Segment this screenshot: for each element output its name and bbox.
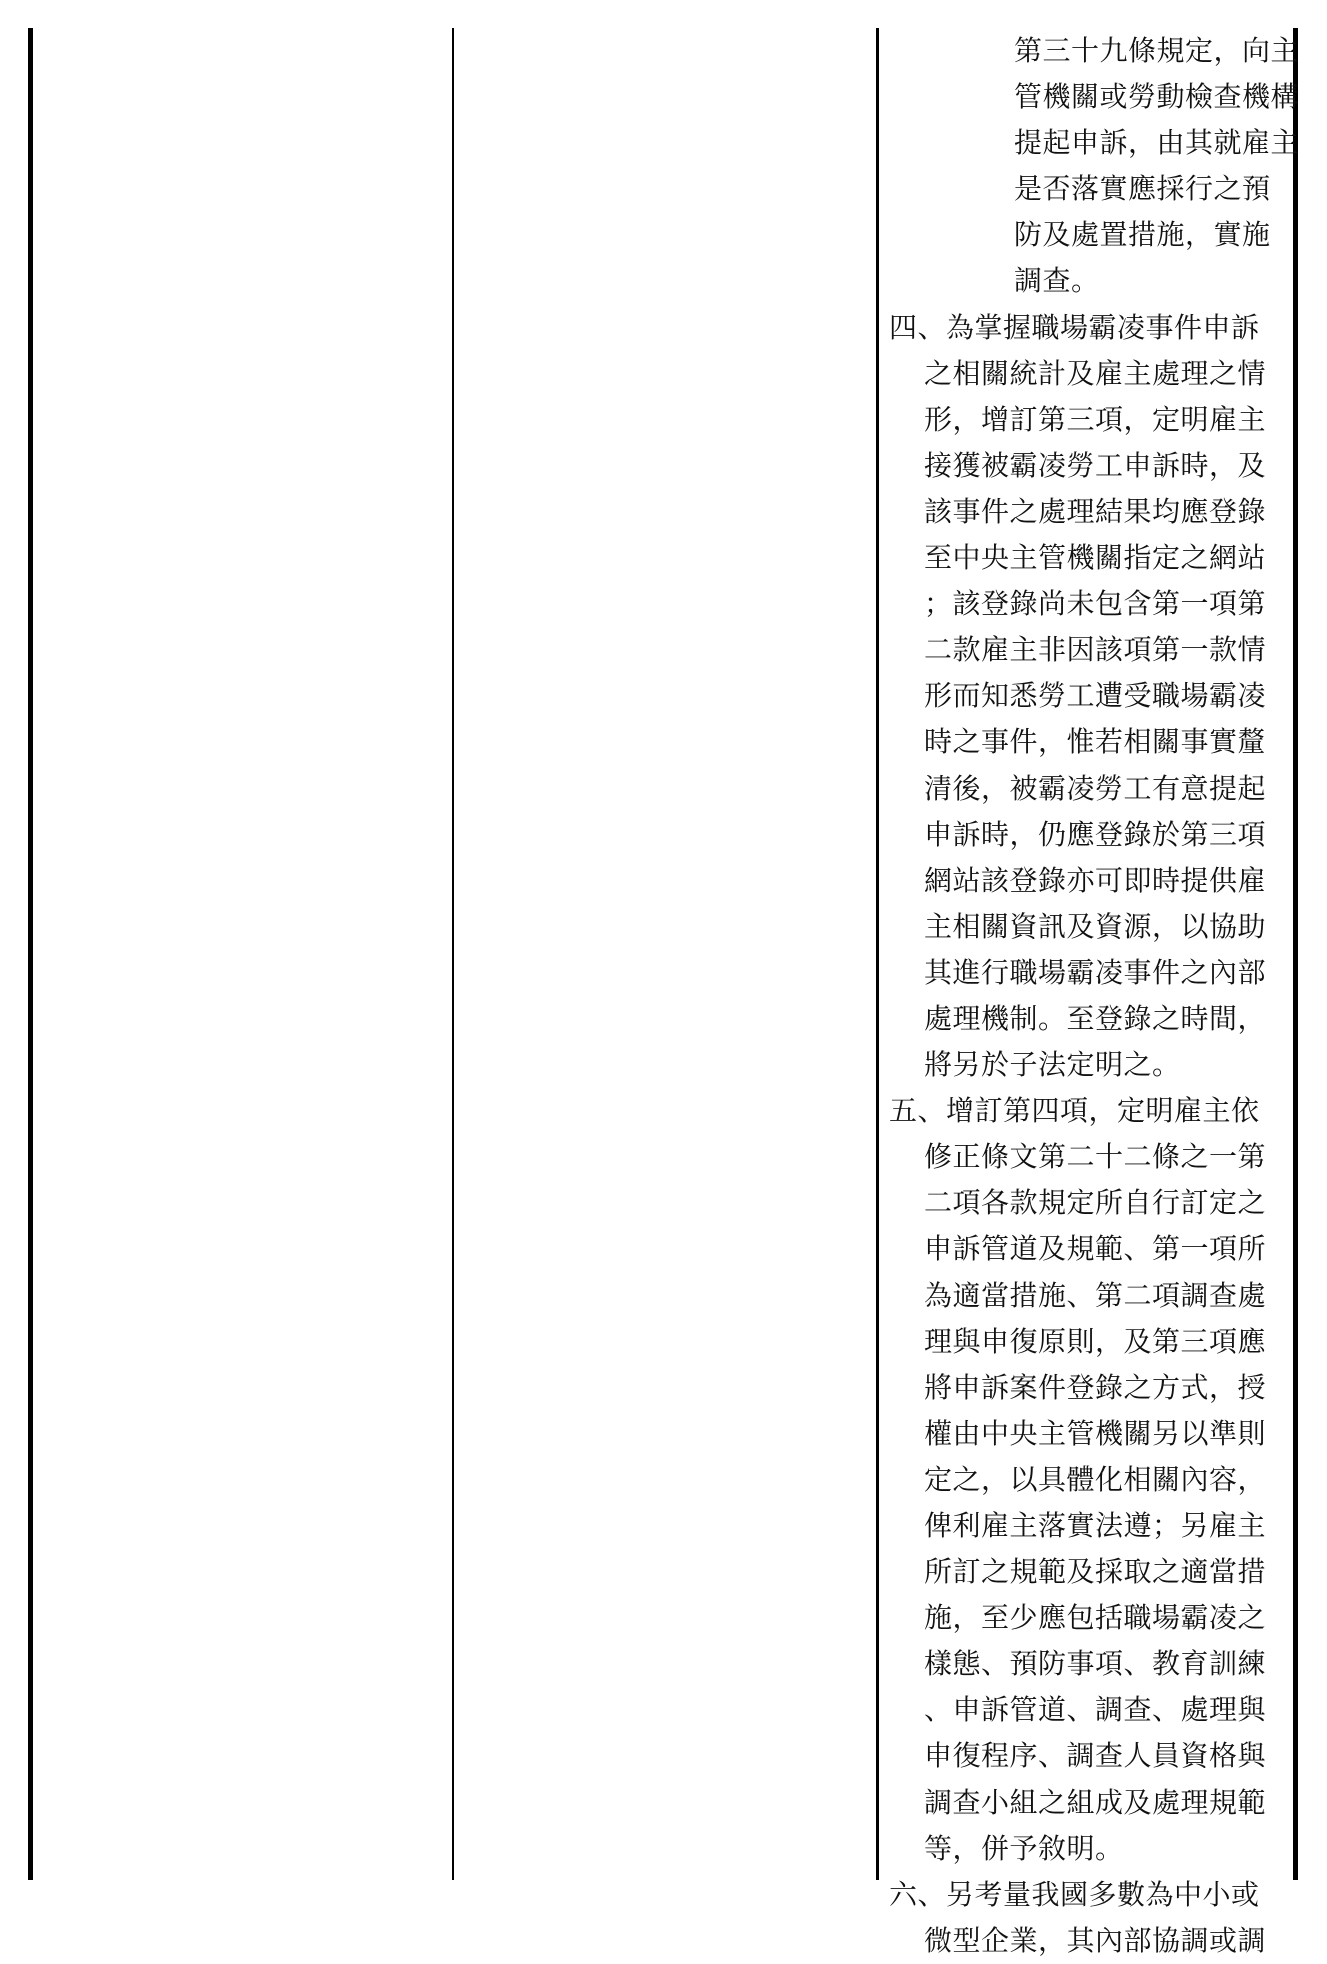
text-line: 形，增訂第三項，定明雇主 — [924, 402, 1267, 436]
text-line: 之相關統計及雇主處理之情 — [924, 356, 1267, 390]
text-line: 定之，以具體化相關內容， — [924, 1462, 1267, 1496]
text-line: 時之事件，惟若相關事實釐 — [924, 725, 1267, 759]
text-line: 、申訴管道、調查、處理與 — [924, 1693, 1267, 1727]
text-line: 其進行職場霸凌事件之內部 — [924, 955, 1267, 989]
text-line: 申訴管道及規範、第一項所 — [924, 1232, 1267, 1266]
explanation-text — [879, 28, 1300, 1964]
text-line: 管機關或勞動檢查機構 — [1014, 80, 1300, 114]
text-line: 二項各款規定所自行訂定之 — [924, 1186, 1267, 1220]
text-line: 理與申復原則，及第三項應 — [924, 1324, 1267, 1358]
middle-column — [454, 28, 876, 1880]
text-line: 六、另考量我國多數為中小或 — [889, 1877, 1260, 1911]
text-line: 二款雇主非因該項第一款情 — [924, 633, 1267, 667]
text-line: 微型企業，其內部協調或調 — [924, 1923, 1267, 1957]
right-column — [879, 28, 1300, 1957]
text-line: 調查。 — [1014, 264, 1100, 298]
text-line: 四、為掌握職場霸凌事件申訴 — [889, 310, 1260, 344]
text-line: 等，併予敘明。 — [924, 1831, 1124, 1865]
text-line: 防及處置措施，實施 — [1014, 218, 1271, 252]
text-line: 清後，被霸凌勞工有意提起 — [924, 771, 1267, 805]
text-line: 該事件之處理結果均應登錄 — [924, 494, 1267, 528]
text-line: 網站該登錄亦可即時提供雇 — [924, 863, 1267, 897]
text-line: 為適當措施、第二項調查處 — [924, 1278, 1267, 1312]
explanation-item-4 — [879, 305, 1293, 1089]
text-line: 修正條文第二十二條之一第 — [924, 1140, 1267, 1174]
text-line: 俾利雇主落實法遵；另雇主 — [924, 1509, 1267, 1542]
text-line: 申訴時，仍應登錄於第三項 — [924, 817, 1267, 851]
document-table — [28, 28, 1300, 1957]
text-line: 調查小組之組成及處理規範 — [924, 1785, 1267, 1819]
text-line: 五、增訂第四項，定明雇主依 — [889, 1094, 1260, 1128]
text-line: ；該登錄尚未包含第一項第 — [924, 587, 1267, 621]
text-line: 提起申訴，由其就雇主 — [1014, 126, 1300, 160]
text-line: 主相關資訊及資源，以協助 — [924, 909, 1267, 943]
explanation-item-5 — [879, 1088, 1293, 1872]
text-line: 至中央主管機關指定之網站 — [924, 541, 1267, 575]
text-line: 申復程序、調查人員資格與 — [924, 1739, 1267, 1773]
explanation-item-6 — [879, 1872, 1293, 1964]
text-line: 接獲被霸凌勞工申訴時，及 — [924, 448, 1267, 482]
table-border-right — [1293, 28, 1298, 1880]
text-line: 處理機制。至登錄之時間， — [924, 1001, 1267, 1035]
text-line: 第三十九條規定，向主 — [1014, 34, 1300, 67]
text-line: 樣態、預防事項、教育訓練 — [924, 1647, 1267, 1681]
text-line: 施，至少應包括職場霸凌之 — [924, 1601, 1267, 1635]
left-column — [33, 28, 452, 1880]
continued-item — [879, 28, 1300, 305]
text-line: 所訂之規範及採取之適當措 — [924, 1555, 1267, 1589]
text-line: 權由中央主管機關另以準則 — [924, 1416, 1267, 1450]
text-line: 將申訴案件登錄之方式，授 — [924, 1370, 1267, 1404]
text-line: 將另於子法定明之。 — [924, 1048, 1181, 1082]
text-line: 形而知悉勞工遭受職場霸凌 — [924, 679, 1267, 713]
text-line: 是否落實應採行之預 — [1014, 172, 1271, 206]
